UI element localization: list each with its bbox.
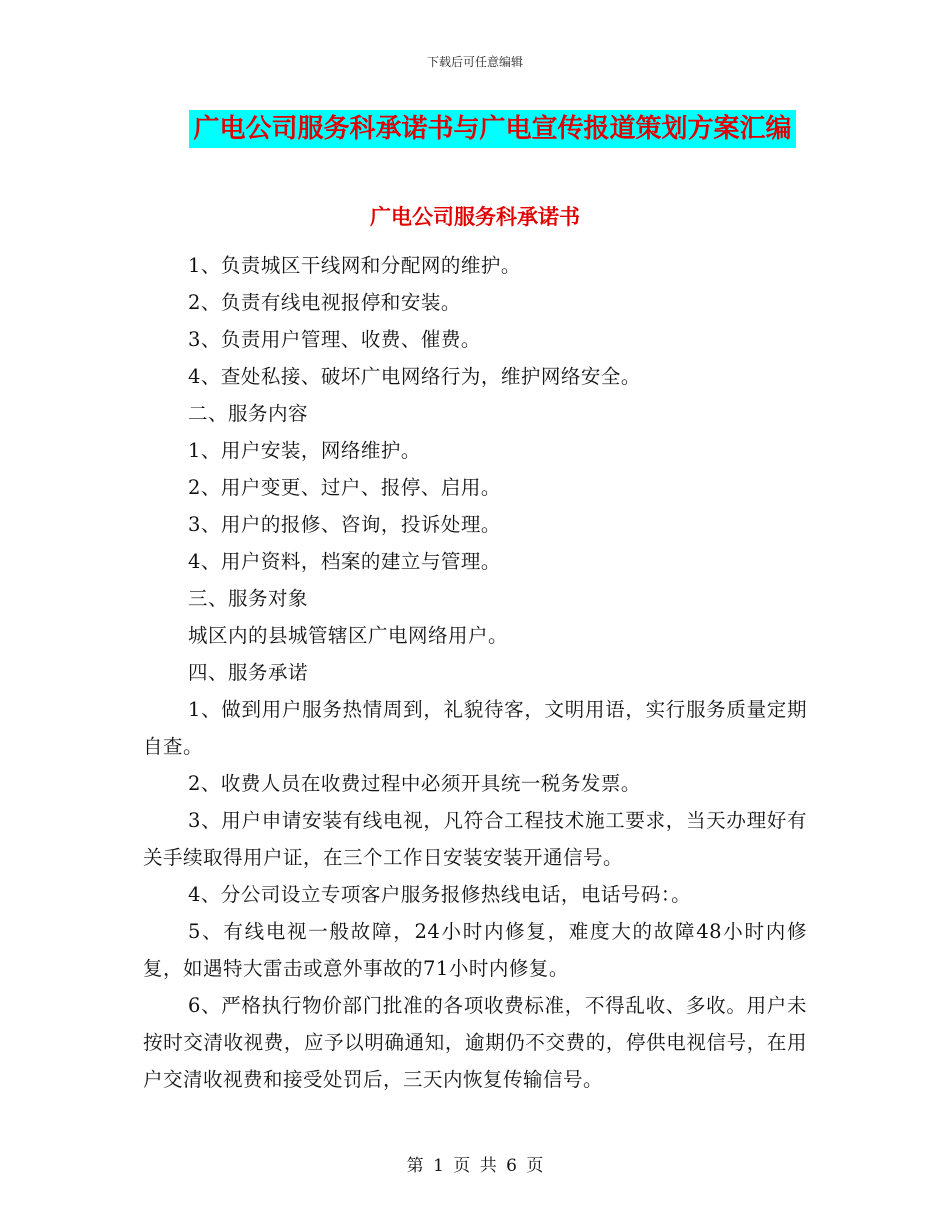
section-heading: 三、服务对象 bbox=[188, 587, 309, 610]
paragraph: 1、做到用户服务热情周到，礼貌待客，文明用语，实行服务质量定期自查。 bbox=[143, 698, 807, 758]
paragraph: 4、用户资料，档案的建立与管理。 bbox=[188, 550, 501, 573]
section-heading: 四、服务承诺 bbox=[188, 661, 309, 684]
page-footer: 第 1 页 共 6 页 bbox=[406, 1156, 544, 1176]
paragraph: 3、用户的报修、咨询，投诉处理。 bbox=[188, 513, 501, 536]
paragraph: 5、有线电视一般故障，24小时内修复，难度大的故障48小时内修复，如遇特大雷击或意外事故的71小时内修复。 bbox=[143, 920, 807, 980]
paragraph: 3、用户申请安装有线电视，凡符合工程技术施工要求，当天办理好有关手续取得用户证，在三个工作日安装安装开通信号。 bbox=[143, 809, 807, 869]
paragraph: 4、查处私接、破坏广电网络行为，维护网络安全。 bbox=[188, 365, 641, 388]
paragraph: 4、分公司设立专项客户服务报修热线电话，电话号码：。 bbox=[188, 883, 692, 906]
paragraph: 1、负责城区干线网和分配网的维护。 bbox=[188, 254, 521, 277]
header-note: 下载后可任意编辑 bbox=[426, 55, 523, 69]
paragraph: 1、用户安装，网络维护。 bbox=[188, 439, 421, 462]
document-body bbox=[143, 247, 807, 1098]
paragraph: 6、严格执行物价部门批准的各项收费标准，不得乱收、多收。用户未按时交清收视费，应予以明确通知，逾期仍不交费的，停供电视信号，在用户交清收视费和接受处罚后，三天内恢复传输信号。 bbox=[143, 994, 807, 1091]
main-title: 广电公司服务科承诺书与广电宣传报道策划方案汇编 bbox=[189, 110, 795, 148]
section-heading: 二、服务内容 bbox=[188, 402, 309, 425]
paragraph: 2、收费人员在收费过程中必须开具统一税务发票。 bbox=[188, 772, 641, 795]
main-title-wrap bbox=[0, 110, 950, 148]
paragraph: 2、用户变更、过户、报停、启用。 bbox=[188, 476, 501, 499]
paragraph: 2、负责有线电视报停和安装。 bbox=[188, 291, 461, 314]
paragraph: 3、负责用户管理、收费、催费。 bbox=[188, 328, 481, 351]
section-title: 广电公司服务科承诺书 bbox=[370, 205, 580, 229]
paragraph: 城区内的县城管辖区广电网络用户。 bbox=[188, 624, 509, 647]
